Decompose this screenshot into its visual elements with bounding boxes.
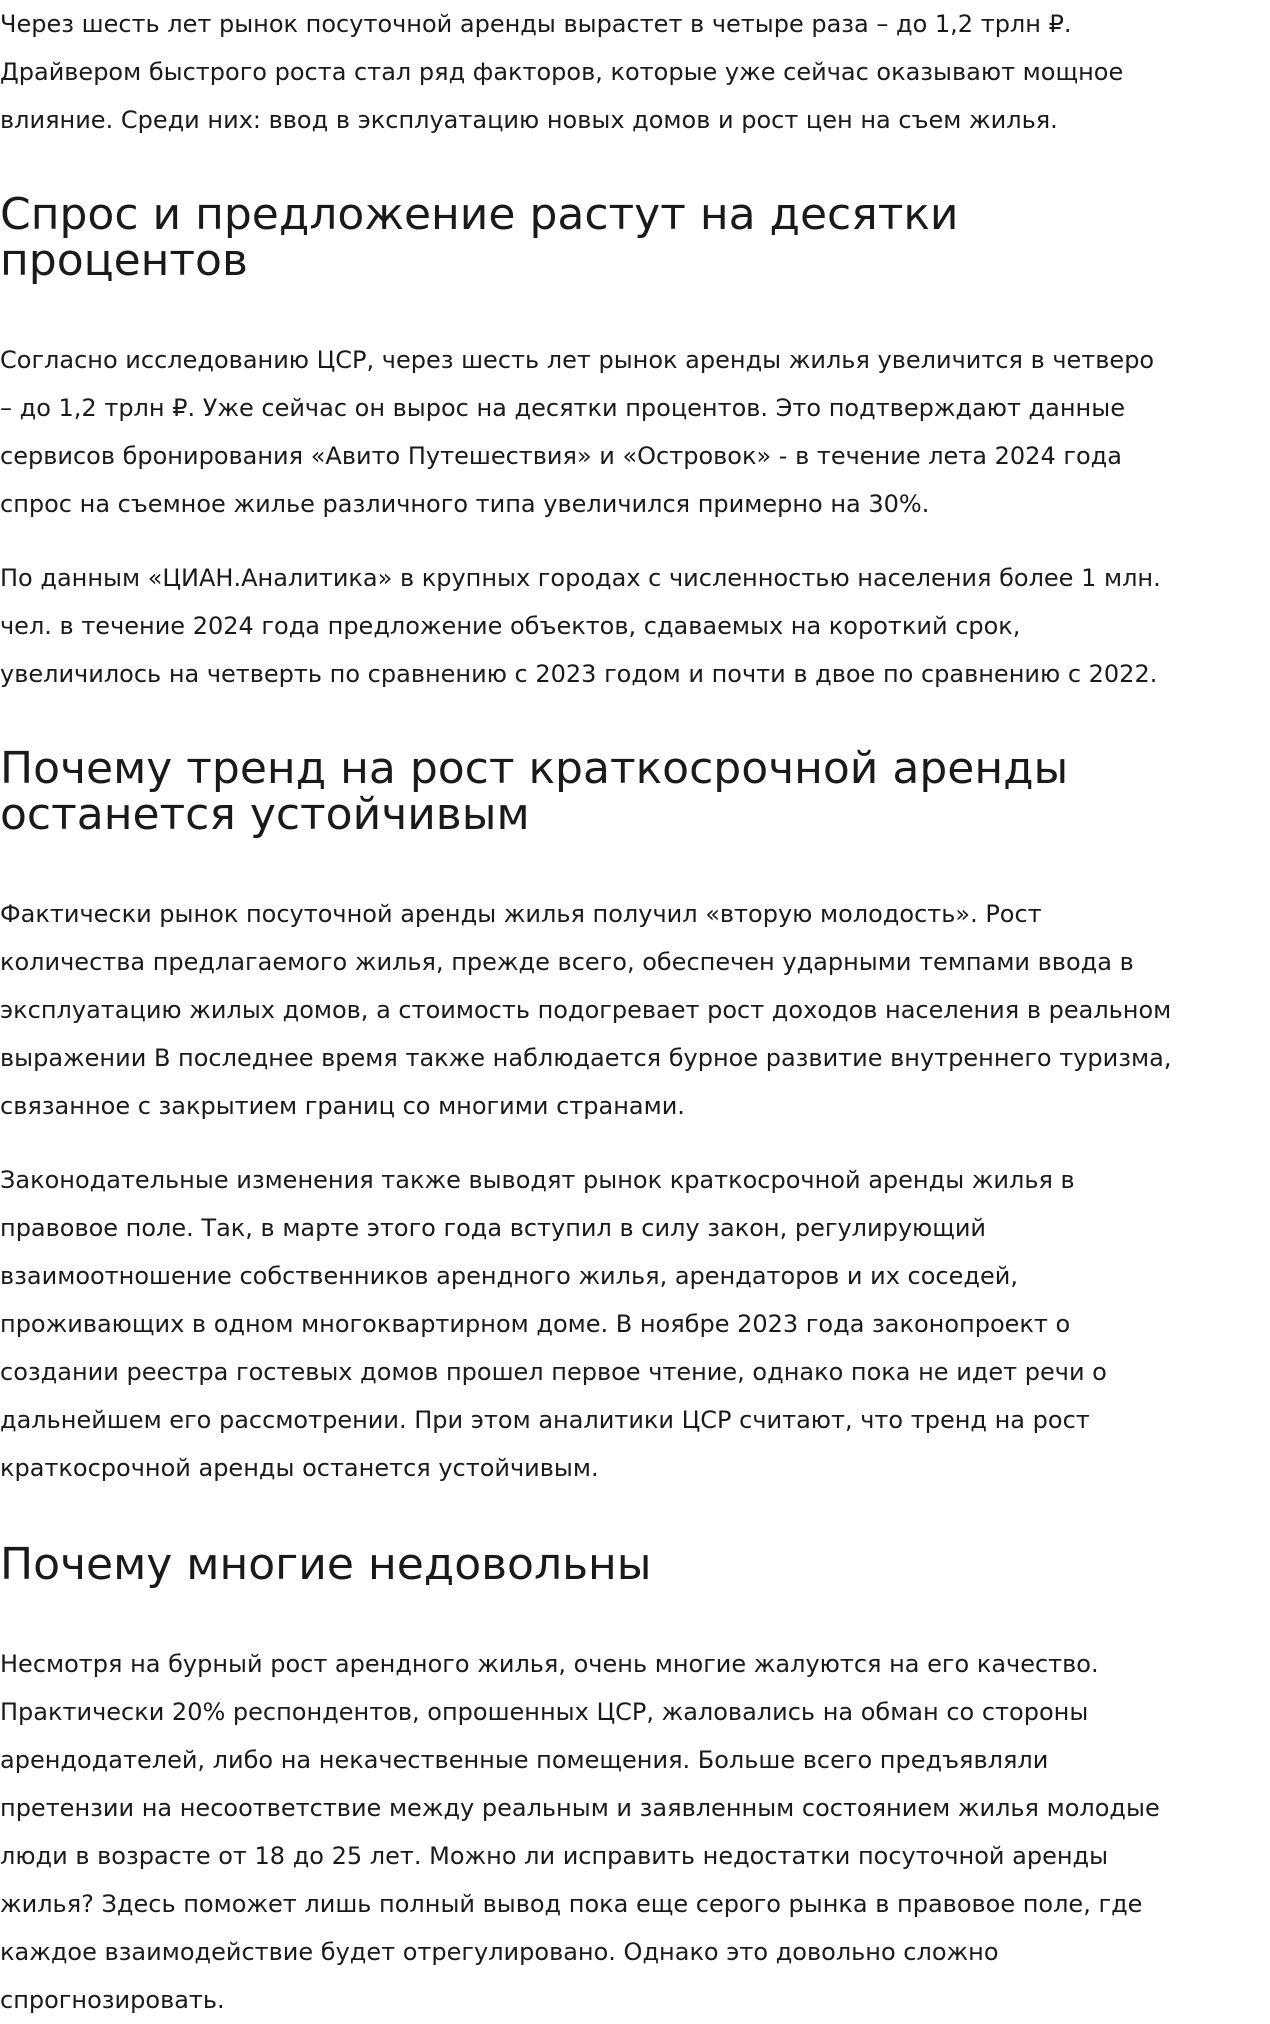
text-line: По данным «ЦИАН.Аналитика» в крупных городах с численностью населения более 1 млн. [0, 564, 1161, 592]
text-line: жилья? Здесь поможет лишь полный вывод пока еще серого рынка в правовое поле, где [0, 1890, 1143, 1918]
text-line: претензии на несоответствие между реальным и заявленным состоянием жилья молодые [0, 1794, 1160, 1822]
intro-paragraph [0, 0, 1270, 144]
heading-line: Почему тренд на рост краткосрочной аренды [0, 743, 1069, 794]
text-line: Драйвером быстрого роста стал ряд факторов, которые уже сейчас оказывают мощное [0, 58, 1124, 86]
paragraph-cian-analytics [0, 554, 1270, 698]
section-heading-dissatisfied [0, 1539, 1270, 1590]
text-line: взаимоотношение собственников арендного жилья, арендаторов и их соседей, [0, 1262, 1018, 1290]
text-line: Несмотря на бурный рост арендного жилья, очень многие жалуются на его качество. [0, 1650, 1099, 1678]
text-line: эксплуатацию жилых домов, а стоимость подогревает рост доходов населения в реальном [0, 996, 1172, 1024]
text-line: арендодателей, либо на некачественные помещения. Больше всего предъявляли [0, 1746, 1049, 1774]
heading-line: процентов [0, 235, 248, 286]
text-line: спрогнозировать. [0, 1986, 225, 2014]
text-line: влияние. Среди них: ввод в эксплуатацию новых домов и рост цен на съем жилья. [0, 106, 1058, 134]
text-line: краткосрочной аренды останется устойчивым. [0, 1454, 599, 1482]
text-line: правовое поле. Так, в марте этого года вступил в силу закон, регулирующий [0, 1214, 987, 1242]
text-line: выражении В последнее время также наблюдается бурное развитие внутреннего туризма, [0, 1044, 1172, 1072]
paragraph-legislation [0, 1156, 1270, 1492]
text-line: каждое взаимодействие будет отрегулировано. Однако это довольно сложно [0, 1938, 999, 1966]
text-line: Фактически рынок посуточной аренды жилья получил «вторую молодость». Рост [0, 900, 1042, 928]
text-line: связанное с закрытием границ со многими странами. [0, 1092, 685, 1120]
heading-line: останется устойчивым [0, 789, 530, 840]
section-heading-demand-supply [0, 189, 1270, 286]
text-line: количества предлагаемого жилья, прежде всего, обеспечен ударными темпами ввода в [0, 948, 1134, 976]
text-line: Согласно исследованию ЦСР, через шесть лет рынок аренды жилья увеличится в четверо [0, 346, 1155, 374]
text-line: чел. в течение 2024 года предложение объектов, сдаваемых на короткий срок, [0, 612, 1021, 640]
text-line: спрос на съемное жилье различного типа увеличился примерно на 30%. [0, 490, 930, 518]
heading-line: Спрос и предложение растут на десятки [0, 189, 959, 240]
section-heading-trend [0, 743, 1270, 840]
text-line: Практически 20% респондентов, опрошенных ЦСР, жаловались на обман со стороны [0, 1698, 1089, 1726]
text-line: люди в возрасте от 18 до 25 лет. Можно ли исправить недостатки посуточной аренды [0, 1842, 1109, 1870]
text-line: проживающих в одном многоквартирном доме. В ноябре 2023 года законопроект о [0, 1310, 1071, 1338]
text-line: дальнейшем его рассмотрении. При этом аналитики ЦСР считают, что тренд на рост [0, 1406, 1090, 1434]
text-line: сервисов бронирования «Авито Путешествия» и «Островок» - в течение лета 2024 года [0, 442, 1122, 470]
text-line: увеличилось на четверть по сравнению с 2023 годом и почти в двое по сравнению с 2022. [0, 660, 1158, 688]
paragraph-csr-study [0, 336, 1270, 528]
paragraph-second-youth [0, 890, 1270, 1130]
text-line: Через шесть лет рынок посуточной аренды вырастет в четыре раза – до 1,2 трлн ₽. [0, 10, 1072, 38]
heading-line: Почему многие недовольны [0, 1539, 652, 1590]
text-line: Законодательные изменения также выводят рынок краткосрочной аренды жилья в [0, 1166, 1075, 1194]
paragraph-quality-complaints [0, 1640, 1270, 2024]
text-line: создании реестра гостевых домов прошел первое чтение, однако пока не идет речи о [0, 1358, 1107, 1386]
text-line: – до 1,2 трлн ₽. Уже сейчас он вырос на десятки процентов. Это подтверждают данные [0, 394, 1125, 422]
